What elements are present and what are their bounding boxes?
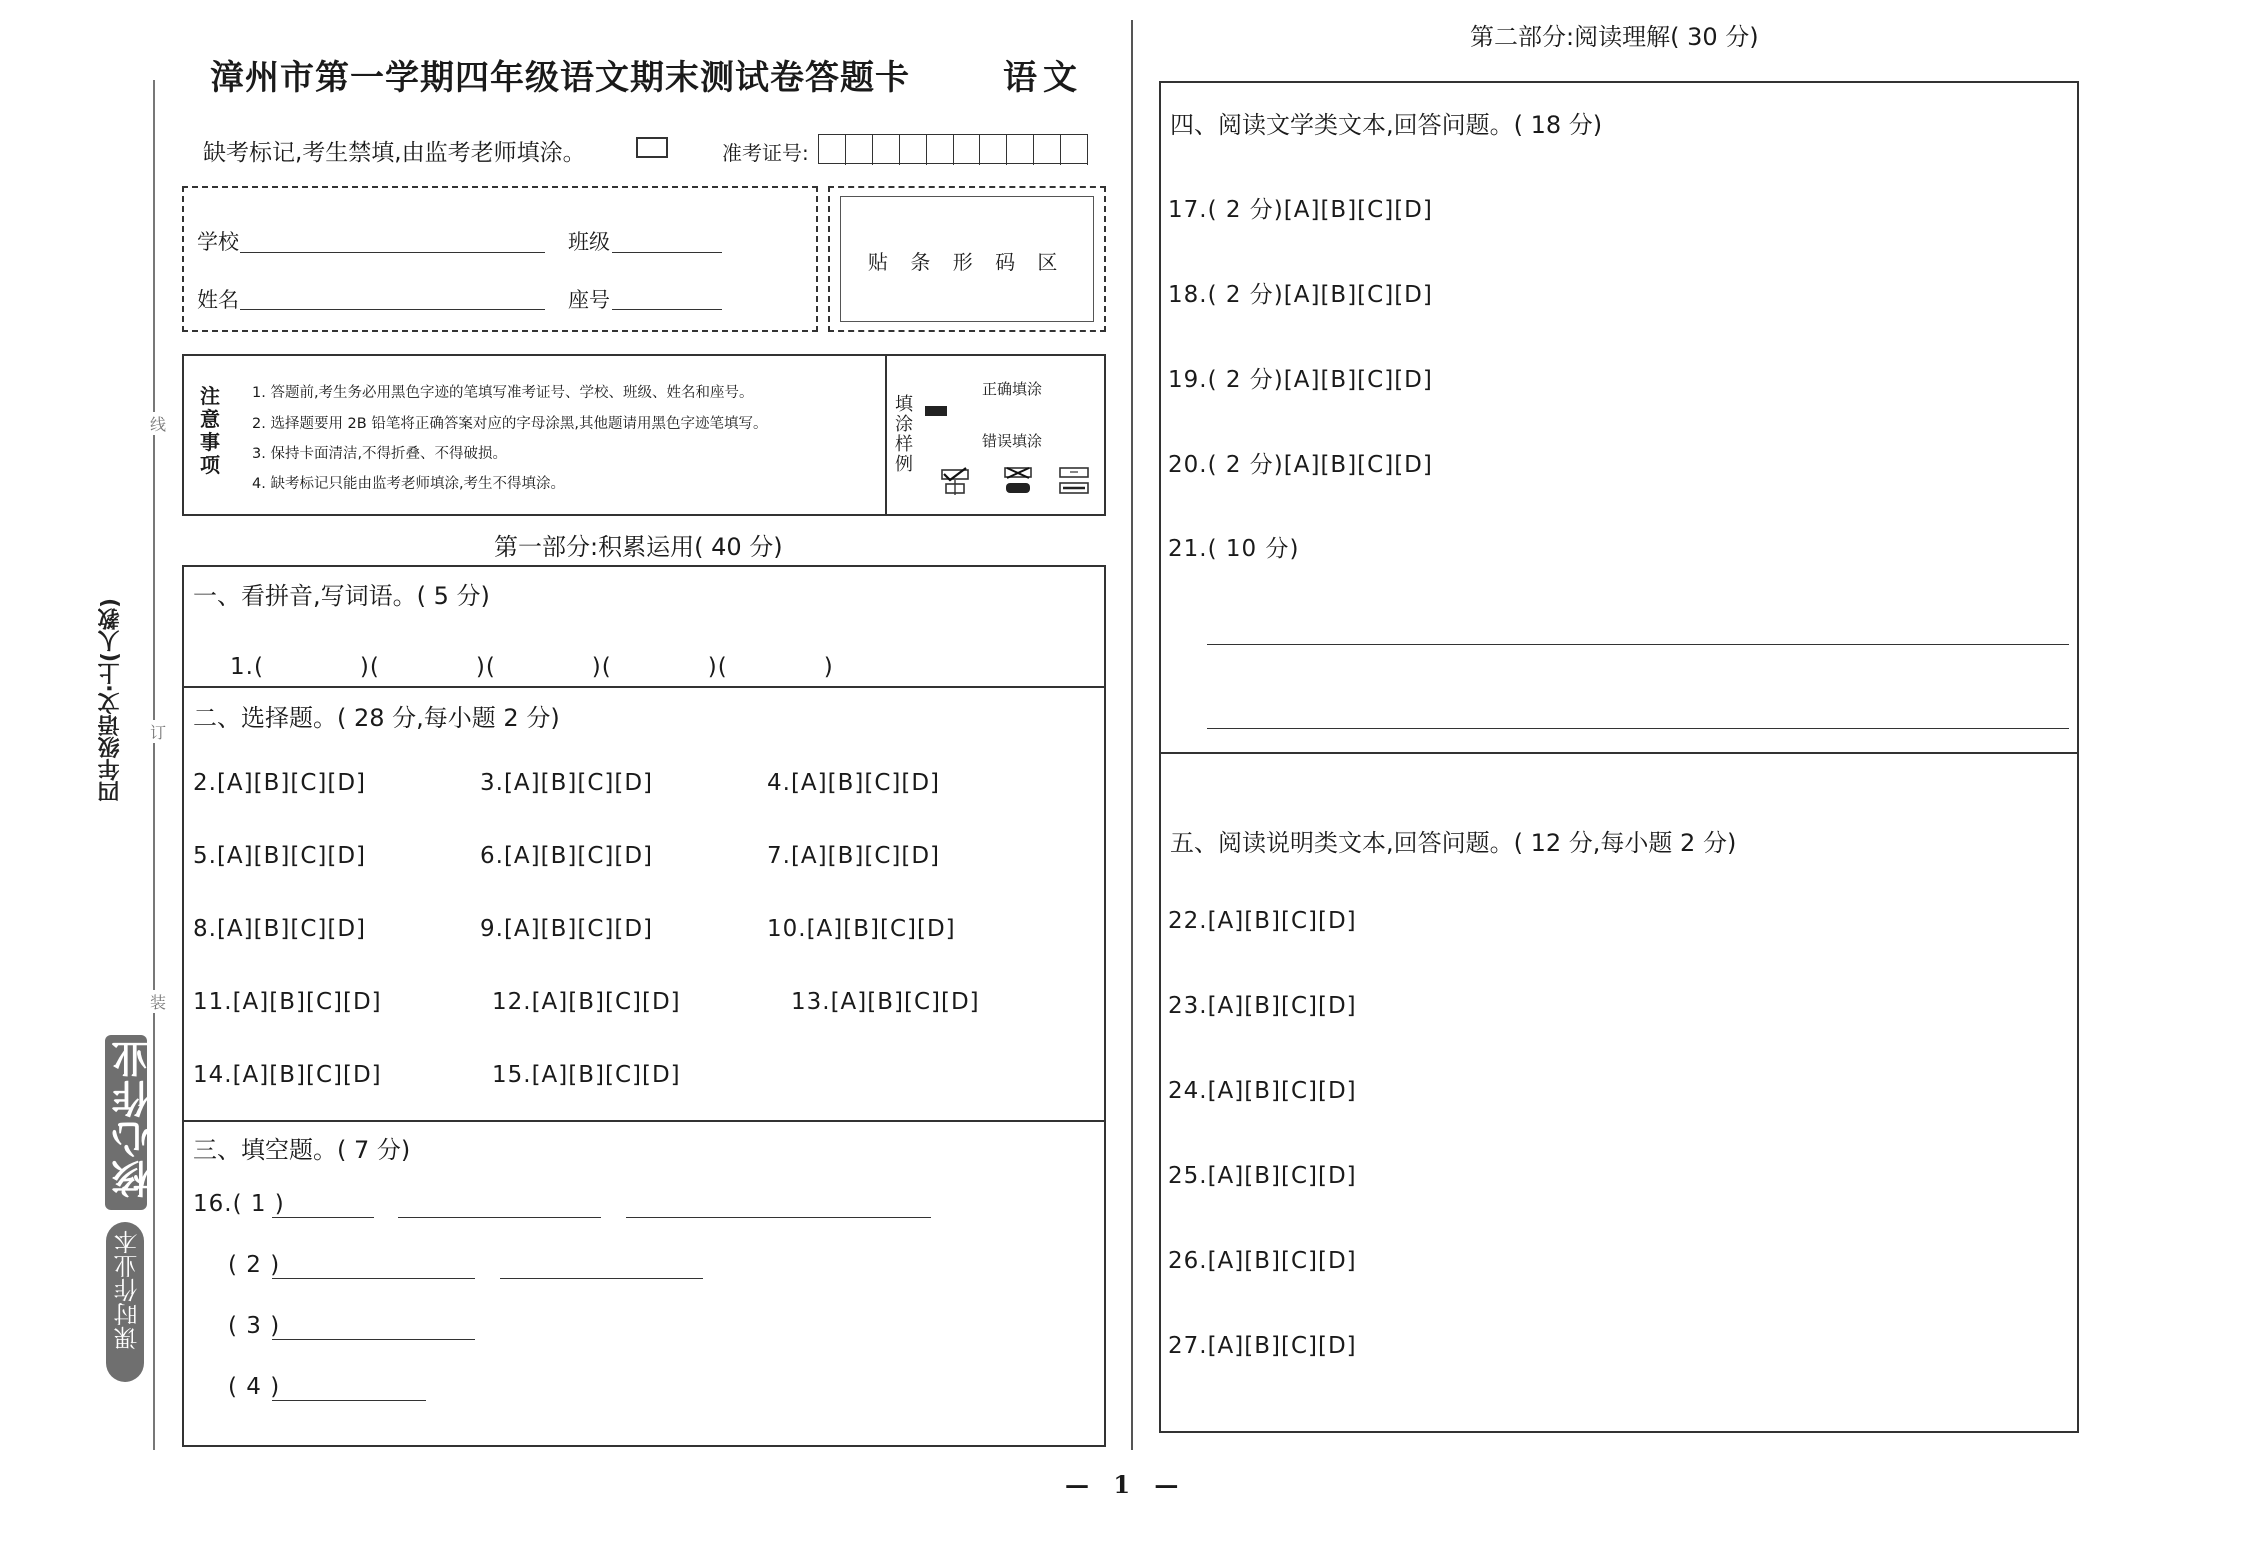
notice-item-1: 1. 答题前,考生务必用黑色字迹的笔填写准考证号、学校、班级、姓名和座号。 bbox=[252, 385, 754, 401]
q7[interactable]: 7.[A][B][C][D] bbox=[767, 843, 941, 869]
q14[interactable]: 14.[A][B][C][D] bbox=[193, 1062, 382, 1088]
part2-title: 第二部分:阅读理解( 30 分) bbox=[1470, 23, 1759, 51]
absent-mark-label: 缺考标记,考生禁填,由监考老师填涂。 bbox=[203, 140, 586, 166]
correct-fill-label: 正确填涂 bbox=[982, 380, 1043, 398]
student-info-box bbox=[182, 186, 818, 332]
q15[interactable]: 15.[A][B][C][D] bbox=[492, 1062, 681, 1088]
q26[interactable]: 26.[A][B][C][D] bbox=[1168, 1248, 1357, 1274]
q6[interactable]: 6.[A][B][C][D] bbox=[480, 843, 654, 869]
wrong-fill-label: 错误填涂 bbox=[982, 432, 1043, 450]
q8[interactable]: 8.[A][B][C][D] bbox=[193, 916, 367, 942]
q20[interactable]: 20.( 2 分)[A][B][C][D] bbox=[1168, 452, 1433, 478]
q25[interactable]: 25.[A][B][C][D] bbox=[1168, 1163, 1357, 1189]
q21: 21.( 10 分) bbox=[1168, 536, 1300, 562]
subject-label: 语文 bbox=[1003, 58, 1083, 98]
q5[interactable]: 5.[A][B][C][D] bbox=[193, 843, 367, 869]
notice-item-2: 2. 选择题要用 2B 铅笔将正确答案对应的字母涂黑,其他题请用黑色字迹笔填写。 bbox=[252, 416, 768, 432]
sec4-sec5-divider bbox=[1159, 752, 2079, 754]
absent-mark-box[interactable] bbox=[636, 137, 668, 158]
exam-no-label: 准考证号: bbox=[722, 141, 809, 165]
school-field[interactable] bbox=[240, 252, 545, 253]
page-fold-line bbox=[1131, 20, 1133, 1450]
school-label: 学校 bbox=[197, 230, 239, 254]
class-field[interactable] bbox=[612, 252, 722, 253]
part1-title: 第一部分:积累运用( 40 分) bbox=[494, 533, 783, 561]
notice-divider bbox=[885, 354, 887, 516]
q16-2-blank-b[interactable] bbox=[500, 1278, 703, 1279]
tear-mark-staple: 订 bbox=[150, 720, 166, 743]
sec1-q1[interactable]: 1.( )( )( )( )( ) bbox=[230, 654, 834, 680]
brand-sub: 课时作业本 bbox=[114, 1230, 142, 1350]
sec2-title: 二、选择题。( 28 分,每小题 2 分) bbox=[193, 704, 560, 732]
q16-1-label: 16.( 1 ) bbox=[193, 1191, 285, 1217]
q23[interactable]: 23.[A][B][C][D] bbox=[1168, 993, 1357, 1019]
q21-answer-line-1[interactable] bbox=[1207, 644, 2069, 645]
q16-4-label: ( 4 ) bbox=[228, 1374, 281, 1400]
sec1-sec2-divider bbox=[182, 686, 1106, 688]
seat-label: 座号 bbox=[568, 288, 610, 312]
q16-1-blank-b[interactable] bbox=[398, 1217, 601, 1218]
sec4-title: 四、阅读文学类文本,回答问题。( 18 分) bbox=[1170, 111, 1603, 139]
q19[interactable]: 19.( 2 分)[A][B][C][D] bbox=[1168, 367, 1433, 393]
wrong-fill-cross-icon bbox=[1003, 466, 1033, 500]
class-label: 班级 bbox=[568, 230, 610, 254]
q12[interactable]: 12.[A][B][C][D] bbox=[492, 989, 681, 1015]
seat-field[interactable] bbox=[612, 309, 722, 310]
q16-3-blank[interactable] bbox=[272, 1339, 475, 1340]
q3[interactable]: 3.[A][B][C][D] bbox=[480, 770, 654, 796]
sec5-title: 五、阅读说明类文本,回答问题。( 12 分,每小题 2 分) bbox=[1170, 829, 1737, 857]
sample-title: 填涂样例 bbox=[895, 394, 913, 475]
q16-2-label: ( 2 ) bbox=[228, 1252, 281, 1278]
q16-2-blank-a[interactable] bbox=[272, 1278, 475, 1279]
q22[interactable]: 22.[A][B][C][D] bbox=[1168, 908, 1357, 934]
q16-1-blank-c[interactable] bbox=[626, 1217, 931, 1218]
exam-no-cells[interactable] bbox=[818, 134, 1088, 164]
q2[interactable]: 2.[A][B][C][D] bbox=[193, 770, 367, 796]
q21-answer-line-2[interactable] bbox=[1207, 728, 2069, 729]
book-title: 四年级语文·上(人教) bbox=[98, 598, 123, 803]
barcode-label: 贴 条 形 码 区 bbox=[868, 250, 1066, 274]
notice-item-3: 3. 保持卡面清洁,不得折叠、不得破损。 bbox=[252, 446, 508, 462]
q11[interactable]: 11.[A][B][C][D] bbox=[193, 989, 382, 1015]
tear-mark-line: 线 bbox=[150, 412, 166, 435]
q16-1-blank-a[interactable] bbox=[272, 1217, 374, 1218]
binding-line bbox=[153, 80, 155, 1450]
page-number: — 1 — bbox=[1065, 1470, 1187, 1499]
q16-4-blank[interactable] bbox=[272, 1400, 426, 1401]
notice-item-4: 4. 缺考标记只能由监考老师填涂,考生不得填涂。 bbox=[252, 476, 566, 492]
q13[interactable]: 13.[A][B][C][D] bbox=[791, 989, 980, 1015]
wrong-fill-partial-icon bbox=[1058, 466, 1090, 500]
brand-main: 核心作业 bbox=[112, 1038, 156, 1198]
q24[interactable]: 24.[A][B][C][D] bbox=[1168, 1078, 1357, 1104]
sec1-title: 一、看拼音,写词语。( 5 分) bbox=[193, 582, 490, 610]
page-title: 漳州市第一学期四年级语文期末测试卷答题卡 bbox=[210, 58, 910, 98]
name-field[interactable] bbox=[240, 309, 545, 310]
wrong-fill-check-icon bbox=[940, 466, 970, 500]
correct-fill-sample bbox=[925, 406, 947, 416]
sec3-title: 三、填空题。( 7 分) bbox=[193, 1136, 411, 1164]
q18[interactable]: 18.( 2 分)[A][B][C][D] bbox=[1168, 282, 1433, 308]
q16-3-label: ( 3 ) bbox=[228, 1313, 281, 1339]
q17[interactable]: 17.( 2 分)[A][B][C][D] bbox=[1168, 197, 1433, 223]
notice-title: 注意事项 bbox=[200, 384, 220, 477]
tear-mark-bind: 装 bbox=[150, 990, 166, 1013]
name-label: 姓名 bbox=[197, 288, 239, 312]
q27[interactable]: 27.[A][B][C][D] bbox=[1168, 1333, 1357, 1359]
q9[interactable]: 9.[A][B][C][D] bbox=[480, 916, 654, 942]
q4[interactable]: 4.[A][B][C][D] bbox=[767, 770, 941, 796]
sec2-sec3-divider bbox=[182, 1120, 1106, 1122]
q10[interactable]: 10.[A][B][C][D] bbox=[767, 916, 956, 942]
